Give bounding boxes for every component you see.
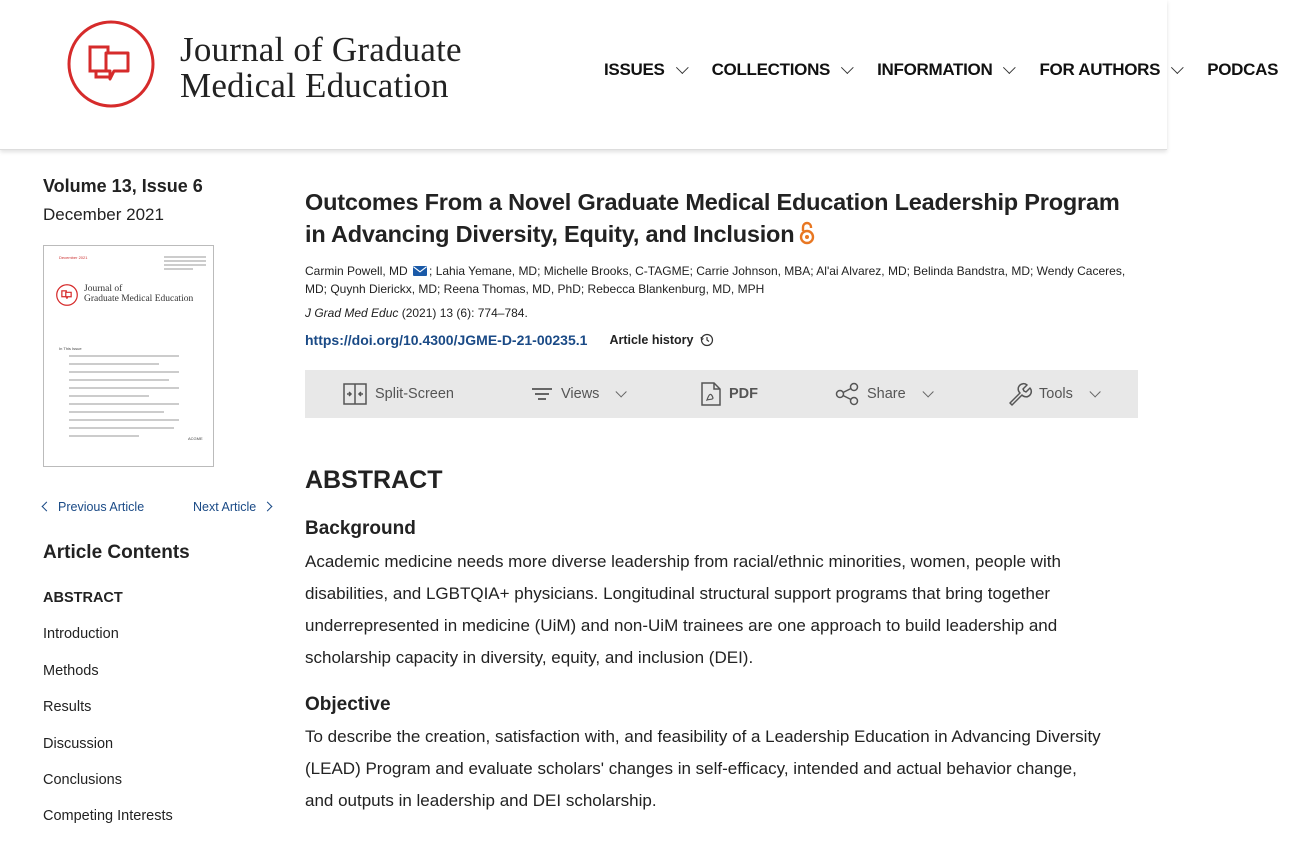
citation xyxy=(305,306,1138,320)
chevron-down-icon xyxy=(616,386,627,397)
nav-podcasts-label: PODCAS xyxy=(1207,60,1279,79)
nav-information-label: INFORMATION xyxy=(877,60,993,79)
issue-cover-image[interactable] xyxy=(43,245,214,467)
email-icon[interactable] xyxy=(413,264,427,281)
views-icon xyxy=(531,386,553,402)
article-title-text: Outcomes From a Novel Graduate Medical Education Leadership Program in Advancing Diversity, Equity, and Inclusion xyxy=(305,189,1120,247)
chevron-down-icon xyxy=(676,61,689,74)
sidebar xyxy=(43,176,273,825)
nav-collections-label: COLLECTIONS xyxy=(711,60,831,79)
cover-toc-title: In This Issue xyxy=(59,346,82,351)
chevron-down-icon xyxy=(841,61,854,74)
article-main xyxy=(305,186,1138,810)
journal-title-line1: Journal of Graduate xyxy=(180,30,462,69)
nav-for-authors-label: FOR AUTHORS xyxy=(1039,60,1161,79)
history-icon xyxy=(700,333,714,347)
chevron-down-icon xyxy=(1089,386,1100,397)
pdf-icon xyxy=(701,382,721,406)
issue-volume[interactable]: Volume 13, Issue 6 xyxy=(43,176,203,196)
next-article-label: Next Article xyxy=(193,500,257,514)
share-icon xyxy=(835,382,859,406)
share-label: Share xyxy=(867,386,906,402)
journal-abbrev: J Grad Med Educ xyxy=(305,306,399,320)
objective-heading: Objective xyxy=(305,694,391,715)
previous-article-link[interactable] xyxy=(43,500,144,514)
author-link[interactable]: Carmin Powell, MD xyxy=(305,264,408,278)
previous-article-label: Previous Article xyxy=(58,500,145,514)
contents-item-results[interactable]: Results xyxy=(43,699,92,716)
article-contents-list xyxy=(43,590,173,845)
pdf-label: PDF xyxy=(729,386,758,402)
contents-item-methods[interactable]: Methods xyxy=(43,662,99,679)
cover-title-line1: Journal of xyxy=(84,284,123,294)
chevron-down-icon xyxy=(922,386,933,397)
split-screen-button[interactable] xyxy=(343,370,454,418)
article-contents-heading: Article Contents xyxy=(43,542,190,563)
tools-dropdown[interactable] xyxy=(1007,370,1097,418)
background-text: Academic medicine needs more diverse leadership from racial/ethnic minorities, women, people with disabilities, and LGBTQIA+ physicians. Longitudinal structural support programs that bring together underrepresented in medicine (UiM) and non-UiM trainees are one approach to build leadership and scholarship capacity in diversity, equity, and inclusion (DEI). xyxy=(305,552,1061,667)
nav-podcasts[interactable] xyxy=(1207,60,1278,80)
nav-information[interactable] xyxy=(877,60,1011,80)
cover-logo-icon xyxy=(56,284,78,306)
contents-item-competing-interests[interactable]: Competing Interests xyxy=(43,808,173,825)
chevron-right-icon xyxy=(263,502,273,512)
doi-link[interactable]: https://doi.org/10.4300/JGME-D-21-00235.1 xyxy=(305,332,588,348)
views-label: Views xyxy=(561,386,600,402)
cover-blurb xyxy=(164,256,206,270)
issue-date: December 2021 xyxy=(43,205,164,224)
chevron-left-icon xyxy=(42,502,52,512)
next-article-link[interactable] xyxy=(193,500,271,514)
journal-logo-icon[interactable] xyxy=(66,19,156,109)
journal-title[interactable] xyxy=(180,32,462,104)
split-screen-label: Split-Screen xyxy=(375,386,454,402)
contents-item-abstract[interactable]: ABSTRACT xyxy=(43,590,123,606)
nav-collections[interactable] xyxy=(712,60,850,80)
cover-title-line2: Graduate Medical Education xyxy=(84,294,194,304)
abstract-heading: ABSTRACT xyxy=(305,466,443,494)
journal-title-line2: Medical Education xyxy=(180,66,449,105)
wrench-icon xyxy=(1007,382,1031,406)
share-dropdown[interactable] xyxy=(835,370,930,418)
cover-title xyxy=(84,284,193,304)
pdf-button[interactable] xyxy=(701,370,758,418)
objective-text: To describe the creation, satisfaction with, and feasibility of a Leadership Education in Advancing Diversity (LEAD) Program and evaluate scholars' changes in self-efficacy, intended and actual behavior change, and outputs in leadership and DEI scholarship. xyxy=(305,727,1101,810)
article-history-label: Article history xyxy=(609,333,694,347)
nav-issues-label: ISSUES xyxy=(604,60,665,79)
chevron-down-icon xyxy=(1171,61,1184,74)
split-screen-icon xyxy=(343,383,367,405)
doi-row xyxy=(305,332,1138,348)
author-list xyxy=(305,263,1138,298)
chevron-down-icon xyxy=(1003,61,1016,74)
site-header xyxy=(0,0,1279,150)
article-title xyxy=(305,186,1138,253)
citation-details: (2021) 13 (6): 774–784. xyxy=(398,306,528,320)
contents-item-introduction[interactable]: Introduction xyxy=(43,626,119,643)
open-access-icon xyxy=(798,221,816,253)
cover-date: December 2021 xyxy=(59,255,88,260)
tools-label: Tools xyxy=(1039,386,1073,402)
contents-item-discussion[interactable]: Discussion xyxy=(43,735,114,752)
contents-item-conclusions[interactable]: Conclusions xyxy=(43,771,122,788)
nav-issues[interactable] xyxy=(604,60,684,80)
background-heading: Background xyxy=(305,518,416,539)
nav-for-authors[interactable] xyxy=(1039,60,1179,80)
cover-publisher: ACGME xyxy=(188,436,203,441)
main-nav xyxy=(604,60,1306,80)
article-history-button[interactable] xyxy=(609,333,713,347)
co-authors[interactable]: ; Lahia Yemane, MD; Michelle Brooks, C-TAGME; Carrie Johnson, MBA; Al'ai Alvarez, MD; Belinda Bandstra, MD; Wendy Caceres, MD; Quynh Dierickx, MD; Reena Thomas, MD, PhD; Rebecca Blankenburg, MD, MPH xyxy=(305,264,1126,296)
cover-toc xyxy=(59,346,199,443)
views-dropdown[interactable] xyxy=(531,370,623,418)
article-toolbar xyxy=(305,370,1138,418)
